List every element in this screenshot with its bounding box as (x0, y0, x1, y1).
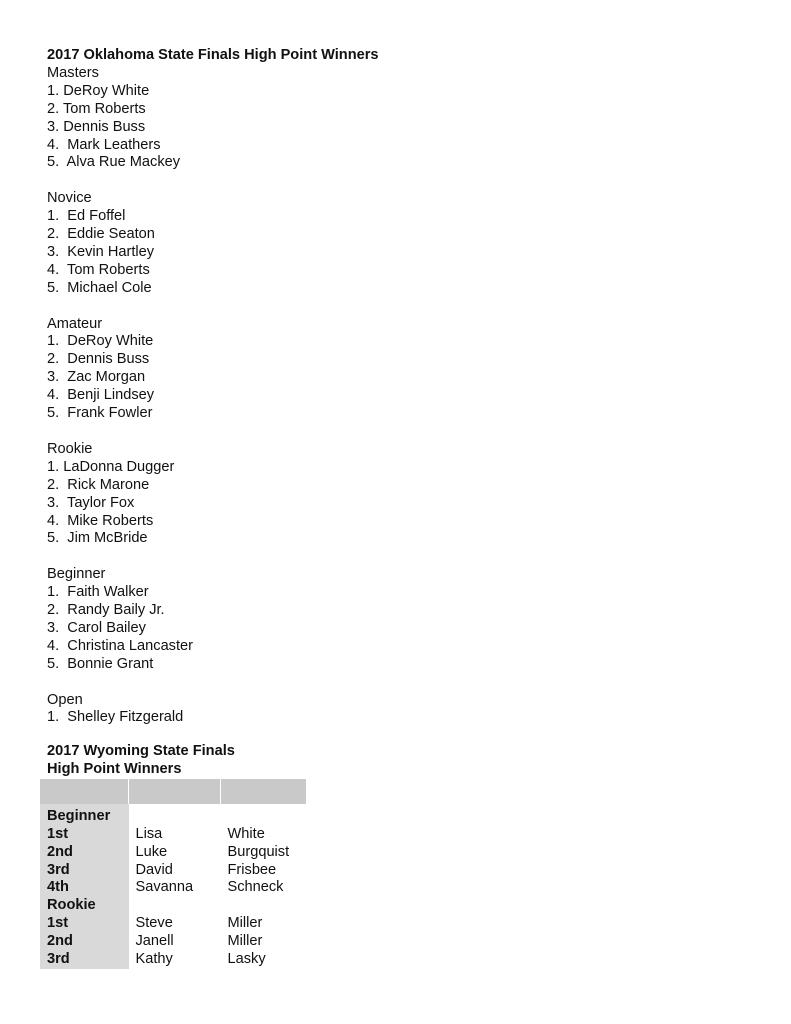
section-heading: Rookie (47, 440, 93, 457)
table-row (40, 808, 306, 826)
last-name-cell: Frisbee (227, 861, 277, 878)
wyoming-table (40, 779, 306, 969)
place-cell: 2nd (40, 844, 129, 862)
list-item: 3. Dennis Buss (47, 118, 146, 135)
section-heading: Open (47, 691, 83, 708)
first-name-cell: Steve (135, 915, 173, 932)
oklahoma-results (47, 47, 747, 745)
list-item: 4. Mike Roberts (47, 512, 154, 529)
place-cell: 4th (40, 879, 129, 897)
list-item: 5. Frank Fowler (47, 405, 153, 422)
first-name-cell: Lisa (135, 825, 163, 842)
list-item: 4. Tom Roberts (47, 261, 150, 278)
list-item: 3. Zac Morgan (47, 369, 146, 386)
list-item: 4. Mark Leathers (47, 136, 161, 153)
table-row (40, 844, 306, 862)
list-item: 1. LaDonna Dugger (47, 458, 175, 475)
section-masters (47, 65, 747, 172)
list-item: 3. Carol Bailey (47, 619, 146, 636)
wyoming-title-line2: High Point Winners (47, 760, 182, 777)
table-row (40, 862, 306, 880)
section-rookie (47, 441, 747, 548)
place-cell: 2nd (40, 933, 129, 951)
list-item: 3. Kevin Hartley (47, 243, 155, 260)
first-name-cell (129, 897, 221, 915)
list-item: 2. Dennis Buss (47, 351, 150, 368)
first-name-cell: Luke (135, 843, 168, 860)
header-cell (221, 779, 307, 804)
wyoming-results (40, 743, 306, 969)
list-item: 3. Taylor Fox (47, 494, 135, 511)
place-cell: Beginner (40, 808, 129, 826)
table-row (40, 879, 306, 897)
last-name-cell: Lasky (227, 951, 266, 968)
section-heading: Novice (47, 190, 92, 207)
place-cell: Rookie (40, 897, 129, 915)
list-item: 5. Jim McBride (47, 530, 148, 547)
wyoming-title-line1: 2017 Wyoming State Finals (47, 743, 235, 759)
list-item: 1. Ed Foffel (47, 208, 126, 225)
table-row (40, 826, 306, 844)
list-item: 4. Benji Lindsey (47, 387, 155, 404)
table-row (40, 933, 306, 951)
first-name-cell (129, 808, 221, 826)
table-row (40, 951, 306, 969)
first-name-cell: Savanna (135, 879, 194, 896)
list-item: 2. Tom Roberts (47, 100, 146, 117)
table-header-row (40, 779, 306, 804)
last-name-cell: White (227, 825, 265, 842)
section-heading: Amateur (47, 315, 103, 332)
place-cell: 1st (40, 826, 129, 844)
last-name-cell (221, 808, 307, 826)
section-novice (47, 190, 747, 297)
oklahoma-title: 2017 Oklahoma State Finals High Point Winners (47, 47, 379, 63)
first-name-cell: Kathy (135, 951, 173, 968)
list-item: 2. Rick Marone (47, 476, 150, 493)
place-cell: 3rd (40, 951, 129, 969)
list-item: 4. Christina Lancaster (47, 637, 194, 654)
table-row (40, 915, 306, 933)
list-item: 1. Shelley Fitzgerald (47, 709, 184, 726)
section-beginner (47, 566, 747, 673)
place-cell: 1st (40, 915, 129, 933)
last-name-cell: Burgquist (227, 843, 290, 860)
first-name-cell: David (135, 861, 173, 878)
section-heading: Beginner (47, 566, 106, 583)
place-cell: 3rd (40, 862, 129, 880)
list-item: 2. Randy Baily Jr. (47, 602, 165, 619)
list-item: 5. Alva Rue Mackey (47, 154, 181, 171)
list-item: 1. DeRoy White (47, 333, 154, 350)
list-item: 5. Bonnie Grant (47, 655, 154, 672)
last-name-cell (221, 897, 307, 915)
last-name-cell: Schneck (227, 879, 284, 896)
list-item: 1. Faith Walker (47, 584, 149, 601)
header-cell (129, 779, 221, 804)
list-item: 2. Eddie Seaton (47, 226, 155, 243)
table-row (40, 897, 306, 915)
last-name-cell: Miller (227, 933, 263, 950)
first-name-cell: Janell (135, 933, 174, 950)
section-amateur (47, 316, 747, 423)
header-cell (40, 779, 129, 804)
last-name-cell: Miller (227, 915, 263, 932)
list-item: 5. Michael Cole (47, 279, 152, 296)
list-item: 1. DeRoy White (47, 82, 150, 99)
section-open (47, 692, 747, 728)
section-heading: Masters (47, 64, 99, 81)
